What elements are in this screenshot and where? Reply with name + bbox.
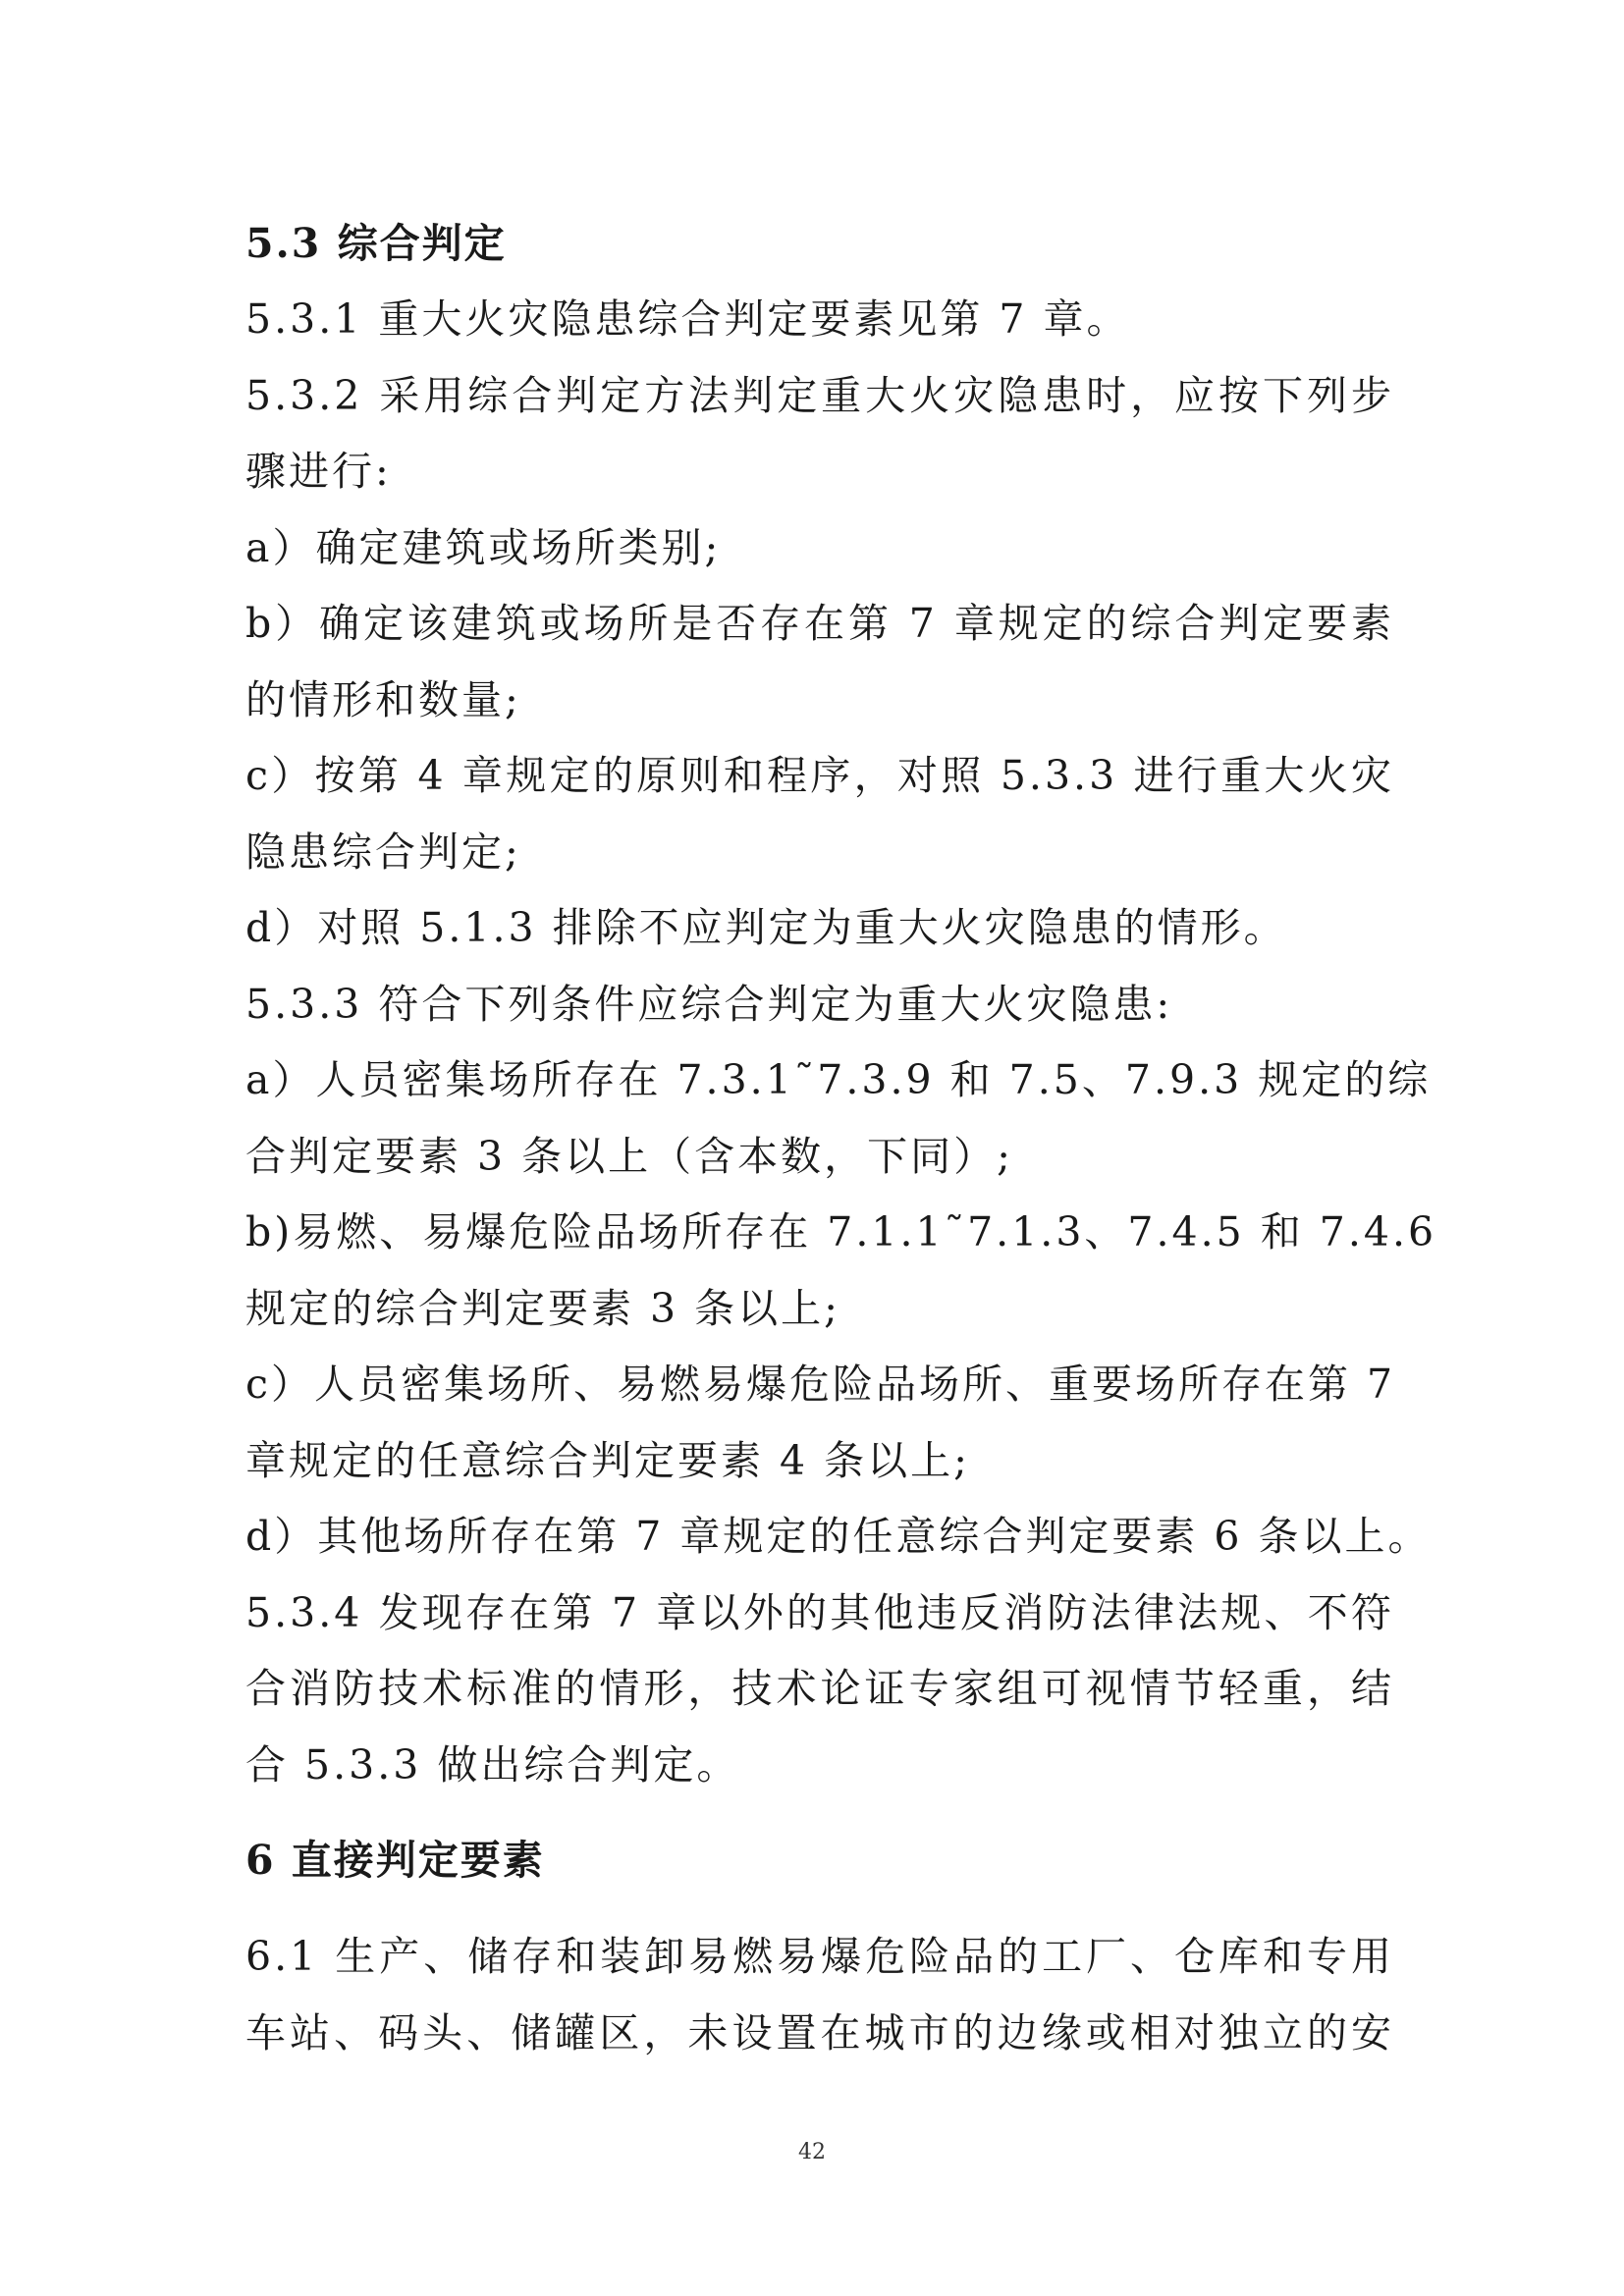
list-item-line: 隐患综合判定; (245, 828, 521, 876)
list-item-line: b）确定该建筑或场所是否存在第 7 章规定的综合判定要素 (245, 600, 1394, 647)
paragraph-line: 车站、码头、储罐区，未设置在城市的边缘或相对独立的安 (245, 2009, 1394, 2056)
page-number: 42 (798, 2140, 826, 2164)
paragraph-line: 5.3.3 符合下列条件应综合判定为重大火灾隐患: (245, 981, 1173, 1028)
section-heading-6: 6 直接判定要素 (245, 1837, 545, 1884)
list-item-line: d）其他场所存在第 7 章规定的任意综合判定要素 6 条以上。 (245, 1513, 1432, 1560)
list-item-line: 规定的综合判定要素 3 条以上; (245, 1285, 840, 1332)
list-item-line: 合判定要素 3 条以上（含本数，下同）; (245, 1133, 1013, 1180)
paragraph-line: 5.3.2 采用综合判定方法判定重大火灾隐患时，应按下列步 (245, 372, 1394, 419)
list-item-line: 章规定的任意综合判定要素 4 条以上; (245, 1437, 970, 1484)
list-item-line: b)易燃、易爆危险品场所存在 7.1.1˜7.1.3、7.4.5 和 7.4.6 (245, 1208, 1437, 1255)
section-heading-5-3: 5.3 综合判定 (245, 220, 507, 267)
paragraph-line: 5.3.4 发现存在第 7 章以外的其他违反消防法律法规、不符 (245, 1589, 1394, 1636)
list-item-line: a）人员密集场所存在 7.3.1˜7.3.9 和 7.5、7.9.3 规定的综 (245, 1056, 1432, 1103)
list-item-line: 的情形和数量; (245, 676, 521, 723)
list-item-line: c）按第 4 章规定的原则和程序，对照 5.3.3 进行重大火灾 (245, 752, 1394, 799)
list-item-line: c）人员密集场所、易燃易爆危险品场所、重要场所存在第 7 (245, 1361, 1396, 1408)
paragraph-line: 骤进行: (245, 448, 392, 495)
list-item-line: a）确定建筑或场所类别; (245, 524, 722, 571)
list-item-line: d）对照 5.1.3 排除不应判定为重大火灾隐患的情形。 (245, 904, 1287, 951)
paragraph-line: 合消防技术标准的情形，技术论证专家组可视情节轻重，结 (245, 1665, 1394, 1712)
paragraph-line: 6.1 生产、储存和装卸易燃易爆危险品的工厂、仓库和专用 (245, 1933, 1394, 1980)
paragraph-line: 5.3.1 重大火灾隐患综合判定要素见第 7 章。 (245, 295, 1130, 343)
paragraph-line: 合 5.3.3 做出综合判定。 (245, 1741, 740, 1789)
